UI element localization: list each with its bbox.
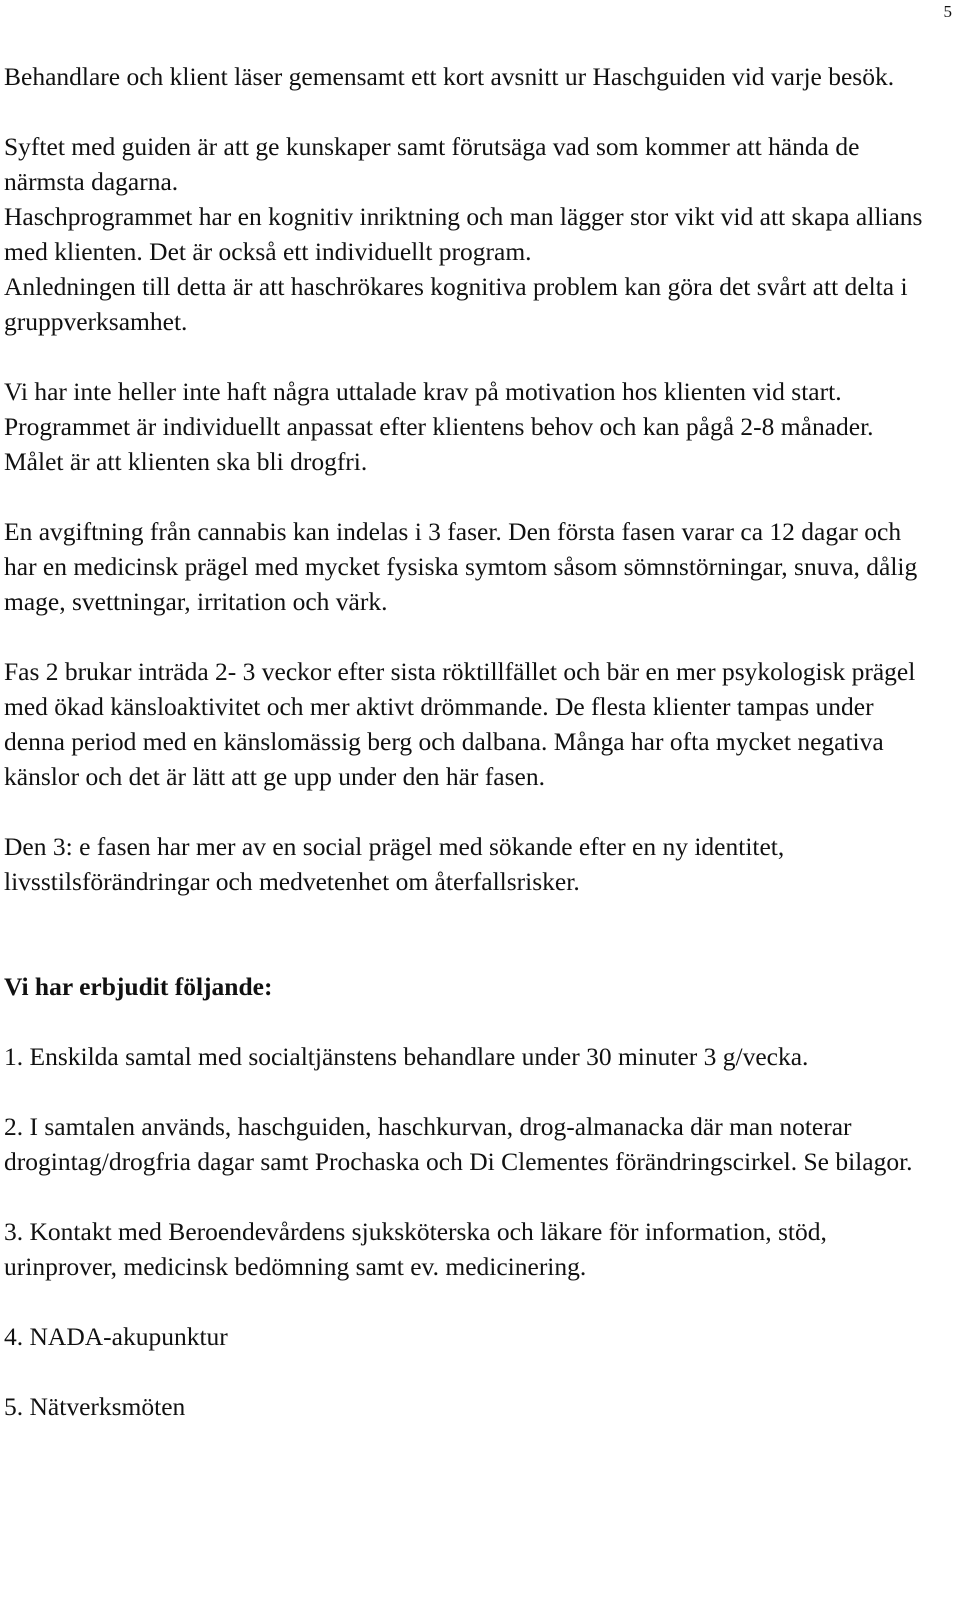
paragraph-gap — [4, 619, 934, 654]
paragraph-gap — [4, 479, 934, 514]
offer-item-5: 5. Nätverksmöten — [4, 1392, 186, 1421]
paragraph-phase-1: En avgiftning från cannabis kan indelas i 3 faser. Den första fasen varar ca 12 dagar och har en medicinsk prägel med mycket fysiska symtom såsom sömnstörningar, snuva, dålig mage, svettningar, irritation och värk. — [4, 517, 918, 616]
paragraph-gap — [4, 339, 934, 374]
paragraph-phase-3: Den 3: e fasen har mer av en social prägel med sökande efter en ny identitet, livsstilsförändringar och medvetenhet om återfallsrisker. — [4, 832, 785, 896]
paragraph-reason: Anledningen till detta är att haschrökares kognitiva problem kan göra det svårt att delta i gruppverksamhet. — [4, 272, 908, 336]
paragraph-purpose: Syftet med guiden är att ge kunskaper samt förutsäga vad som kommer att hända de närmsta dagarna. — [4, 132, 860, 196]
offer-item-3: 3. Kontakt med Beroendevårdens sjuksköterska och läkare för information, stöd, urinprover, medicinsk bedömning samt ev. medicinering. — [4, 1217, 827, 1281]
paragraph-gap — [4, 1004, 934, 1039]
paragraph-gap — [4, 1074, 934, 1109]
offer-item-2: 2. I samtalen används, haschguiden, haschkurvan, drog-almanacka där man noterar drogintag/drogfria dagar samt Prochaska och Di Clementes förändringscirkel. Se bilagor. — [4, 1112, 913, 1176]
document-body — [4, 59, 934, 1424]
paragraph-gap — [4, 94, 934, 129]
paragraph-phase-2: Fas 2 brukar inträda 2- 3 veckor efter sista röktillfället och bär en mer psykologisk prägel med ökad känsloaktivitet och mer aktivt drömmande. De flesta klienter tampas under denna period med en känslomässig berg och dalbana. Många har ofta mycket negativa känslor och det är lätt att ge upp under den här fasen. — [4, 657, 916, 791]
paragraph-motivation: Vi har inte heller inte haft några uttalade krav på motivation hos klienten vid start. Programmet är individuellt anpassat efter klientens behov och kan pågå 2-8 månader. Målet är att klienten ska bli drogfri. — [4, 377, 874, 476]
offer-heading: Vi har erbjudit följande: — [4, 972, 273, 1001]
section-gap — [4, 899, 934, 969]
paragraph-gap — [4, 1284, 934, 1319]
page-number: 5 — [943, 2, 952, 21]
paragraph-gap — [4, 794, 934, 829]
paragraph-gap — [4, 1354, 934, 1389]
paragraph-cognitive-focus: Haschprogrammet har en kognitiv inriktning och man lägger stor vikt vid att skapa allians med klienten. Det är också ett individuellt program. — [4, 202, 923, 266]
paragraph-gap — [4, 1179, 934, 1214]
offer-item-4: 4. NADA-akupunktur — [4, 1322, 228, 1351]
paragraph-intro: Behandlare och klient läser gemensamt ett kort avsnitt ur Haschguiden vid varje besök. — [4, 62, 895, 91]
offer-item-1: 1. Enskilda samtal med socialtjänstens behandlare under 30 minuter 3 g/vecka. — [4, 1042, 809, 1071]
